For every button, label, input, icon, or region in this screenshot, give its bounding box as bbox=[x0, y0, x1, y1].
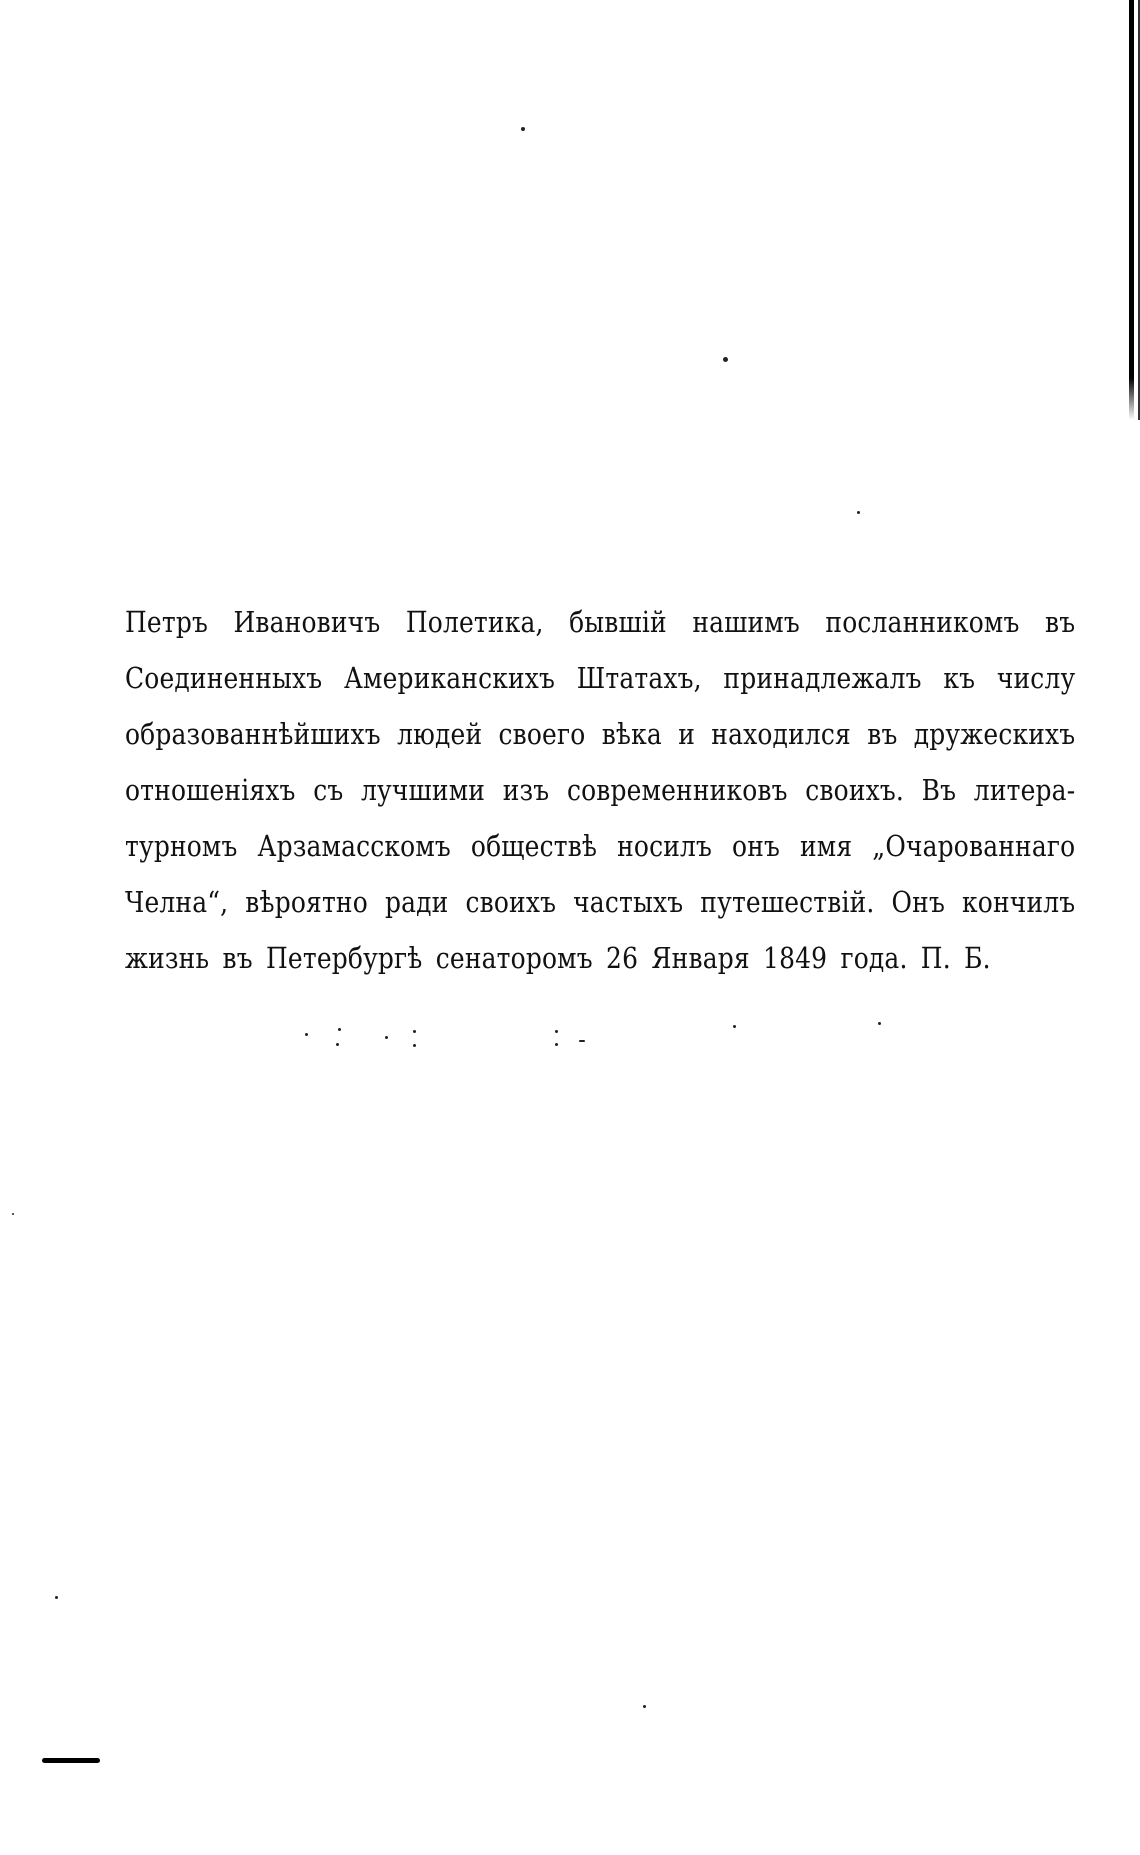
scan-speck bbox=[413, 1030, 416, 1033]
paragraph-line: отношеніяхъ съ лучшими изъ современниковъ своихъ. Въ литера- bbox=[125, 773, 1076, 807]
scan-speck bbox=[857, 511, 860, 514]
paragraph-line: турномъ Арзамасскомъ обществѣ носилъ онъ имя „Очарованнаго bbox=[125, 829, 1076, 863]
scan-speck bbox=[305, 1033, 308, 1036]
scan-speck bbox=[555, 1030, 558, 1033]
paragraph-line: жизнь въ Петербургѣ сенаторомъ 26 Января 1849 года. П. Б. bbox=[125, 941, 991, 975]
scan-speck bbox=[385, 1036, 388, 1039]
scan-speck bbox=[55, 1596, 58, 1599]
binding-edge-shadow bbox=[1129, 0, 1134, 420]
scan-speck bbox=[12, 1213, 14, 1215]
scan-speck bbox=[336, 1043, 339, 1046]
scan-speck bbox=[723, 357, 728, 362]
scan-mark bbox=[42, 1758, 100, 1763]
scan-speck bbox=[555, 1043, 558, 1046]
paragraph-line: Челна“, вѣроятно ради своихъ частыхъ путешествій. Онъ кончилъ bbox=[125, 885, 1076, 919]
paragraph-line: Соединенныхъ Американскихъ Штатахъ, принадлежалъ къ числу bbox=[125, 661, 1076, 695]
scan-speck bbox=[338, 1028, 341, 1031]
scan-speck bbox=[878, 1022, 881, 1025]
paragraph-line: образованнѣйшихъ людей своего вѣка и находился въ дружескихъ bbox=[125, 717, 1076, 751]
scan-speck bbox=[579, 1040, 585, 1042]
scan-speck bbox=[733, 1025, 736, 1028]
scan-speck bbox=[413, 1044, 416, 1047]
paragraph-line: Петръ Ивановичъ Полетика, бывшій нашимъ посланникомъ въ bbox=[125, 605, 1076, 639]
body-paragraph bbox=[125, 594, 1075, 986]
scan-speck bbox=[643, 1705, 646, 1708]
scan-speck bbox=[521, 127, 525, 131]
